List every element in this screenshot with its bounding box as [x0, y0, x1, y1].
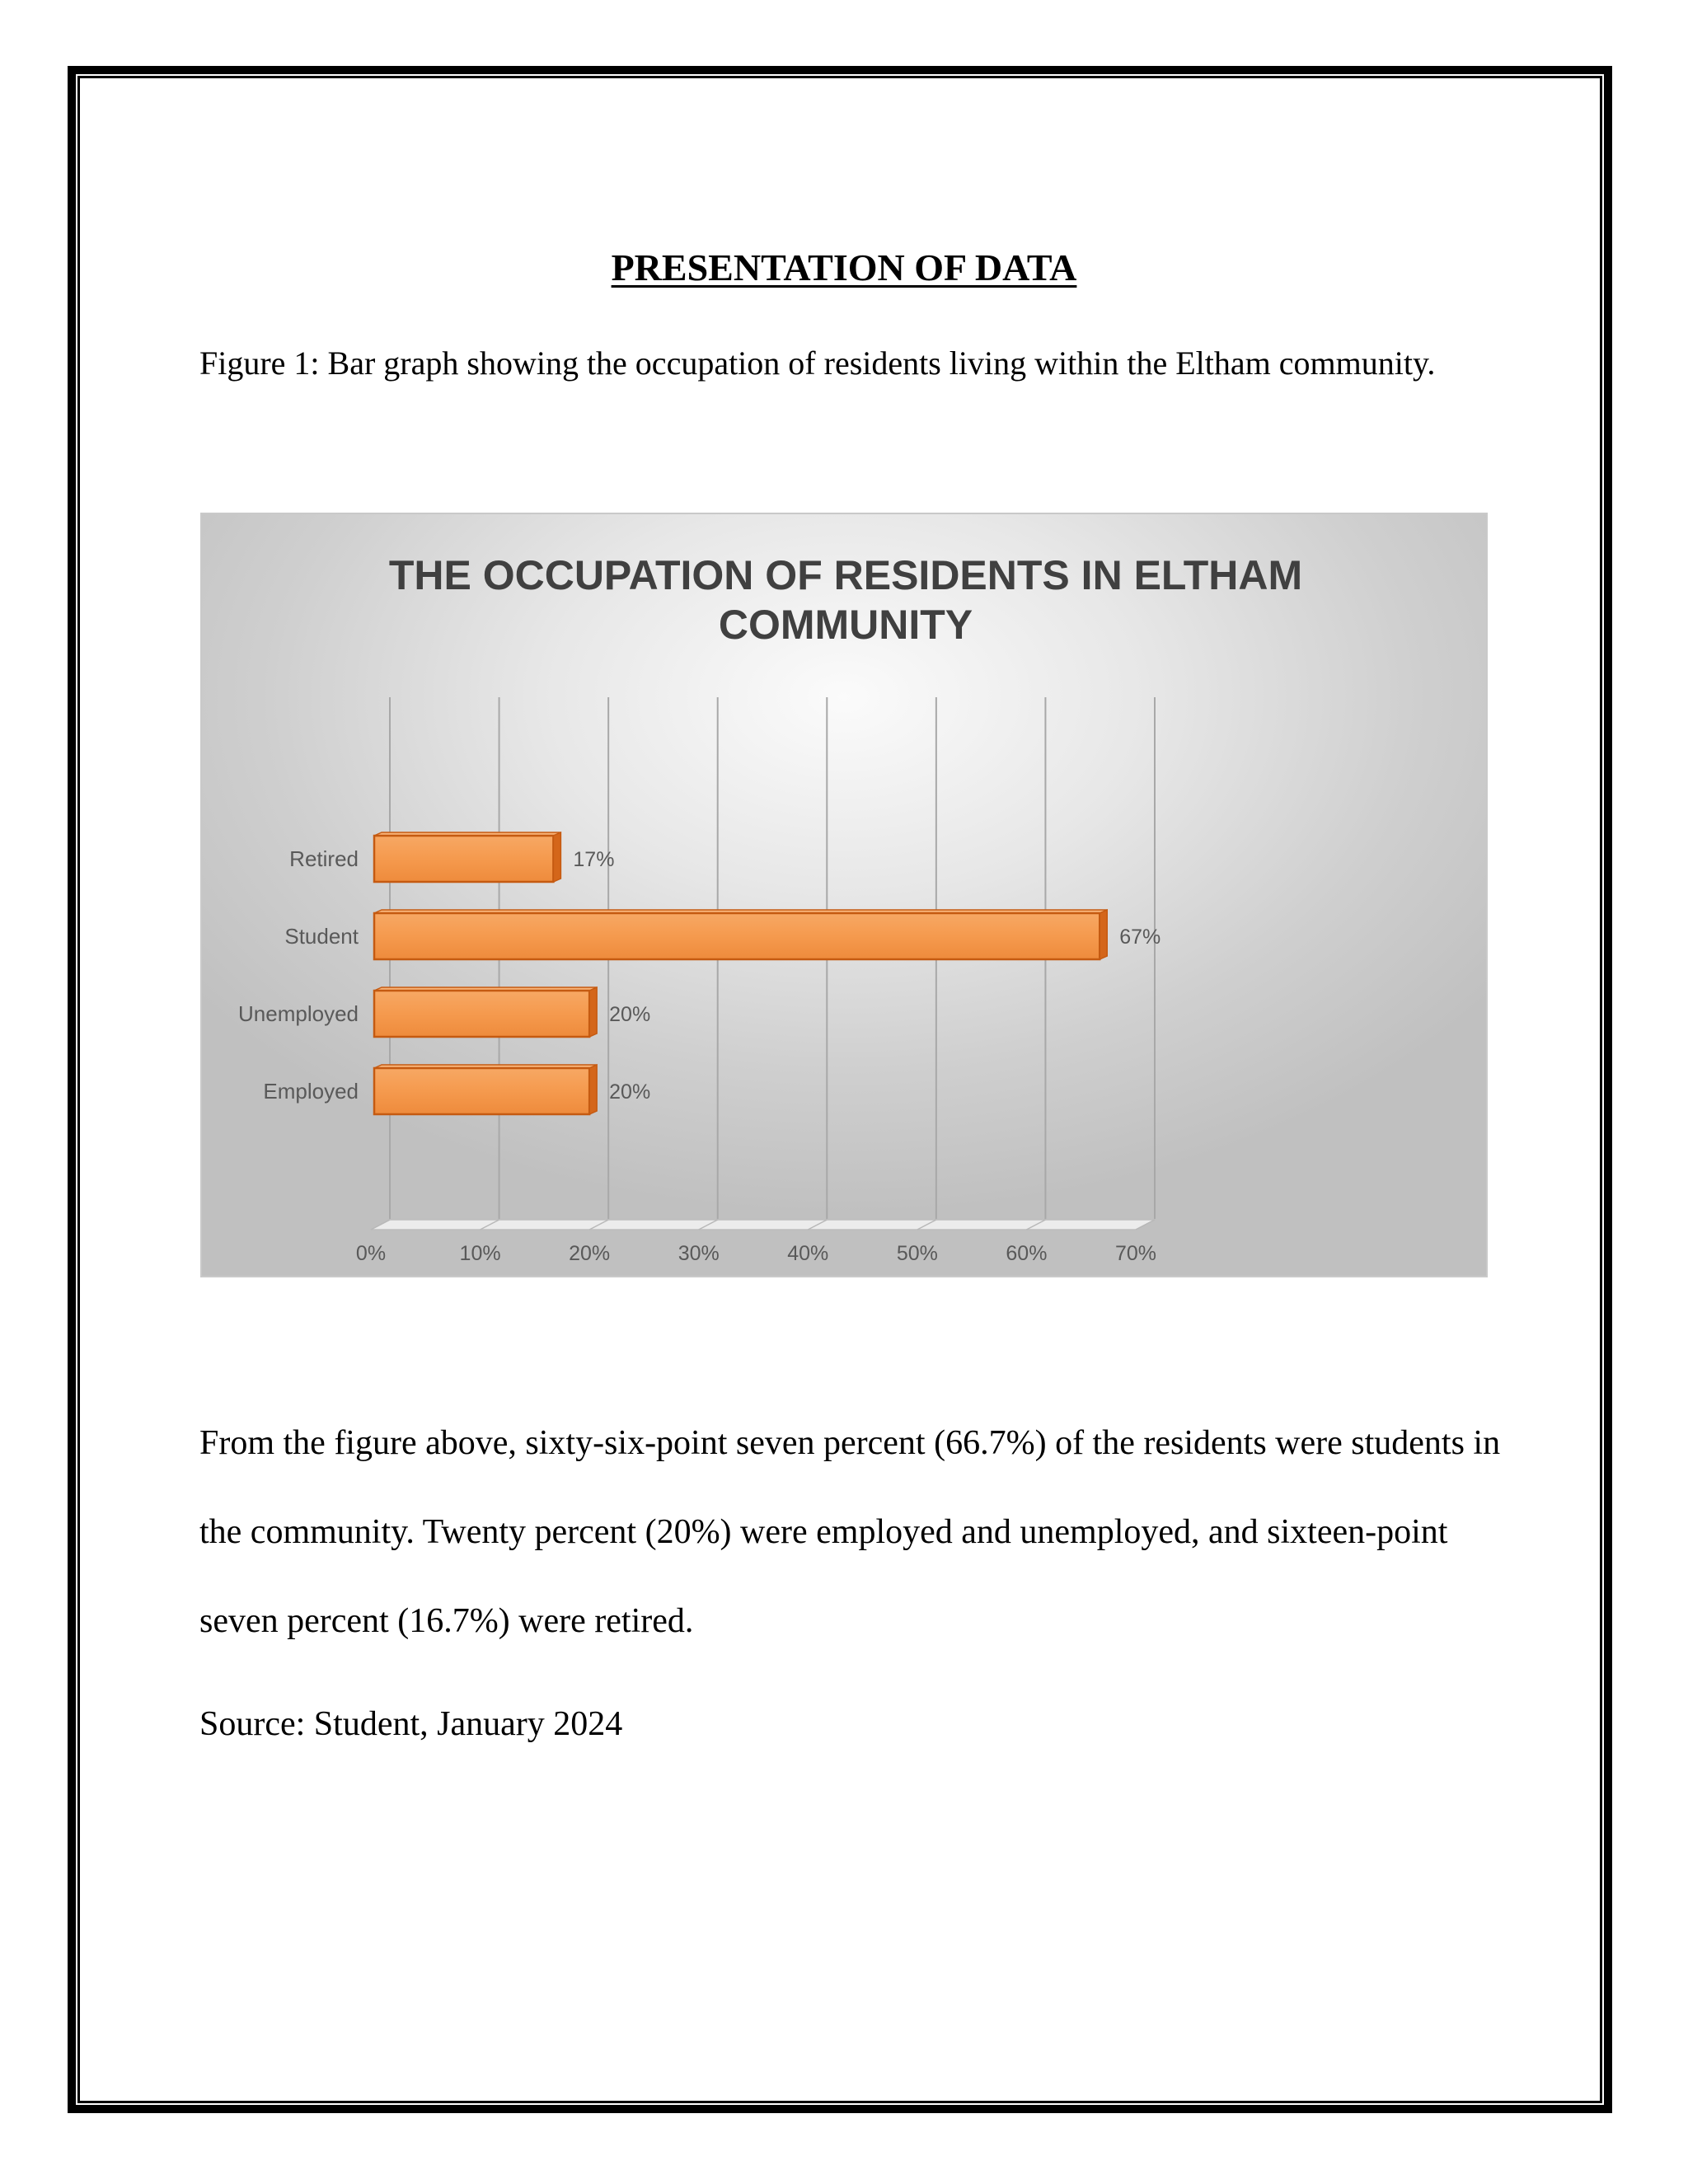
category-label: Unemployed: [238, 1001, 359, 1026]
x-tick-label: 60%: [1006, 1242, 1048, 1265]
bar-end-cap: [589, 1065, 597, 1114]
bar-end-cap: [1100, 910, 1107, 959]
page-heading: PRESENTATION OF DATA: [611, 246, 1077, 288]
figure-caption: Figure 1: Bar graph showing the occupation of residents living within the Eltham community.: [199, 344, 1436, 382]
data-label: 20%: [609, 1003, 651, 1026]
x-tick-label: 20%: [569, 1242, 611, 1265]
chart-frame: [200, 513, 1488, 1277]
x-tick-label: 10%: [459, 1242, 501, 1265]
x-tick-label: 40%: [787, 1242, 829, 1265]
body-paragraph: From the figure above, sixty-six-point seven percent (66.7%) of the residents were students in the community. Twenty percent (20%) were employed and unemployed, and sixteen-point seven percent (16.7%) were retired.: [199, 1424, 1501, 1640]
chart-title: THE OCCUPATION OF RESIDENTS IN ELTHAM COMMUNITY: [388, 552, 1303, 648]
bar-end-cap: [553, 832, 560, 882]
category-label: Student: [284, 924, 359, 949]
bar-employed: [374, 1068, 589, 1114]
data-label: 17%: [573, 848, 615, 871]
bar-unemployed: [374, 991, 589, 1037]
bar-student: [374, 913, 1100, 959]
data-label: 20%: [609, 1080, 651, 1104]
bar-retired: [374, 836, 553, 882]
x-tick-label: 0%: [355, 1242, 387, 1265]
x-tick-label: 30%: [678, 1242, 720, 1265]
bar-end-cap: [589, 987, 597, 1037]
bar-chart: [202, 514, 1489, 1279]
category-label: Employed: [263, 1079, 359, 1104]
data-label: 67%: [1119, 926, 1161, 949]
x-tick-label: 50%: [896, 1242, 938, 1265]
category-label: Retired: [289, 846, 359, 871]
source-note: Source: Student, January 2024: [199, 1705, 623, 1743]
x-tick-label: 70%: [1114, 1242, 1157, 1265]
